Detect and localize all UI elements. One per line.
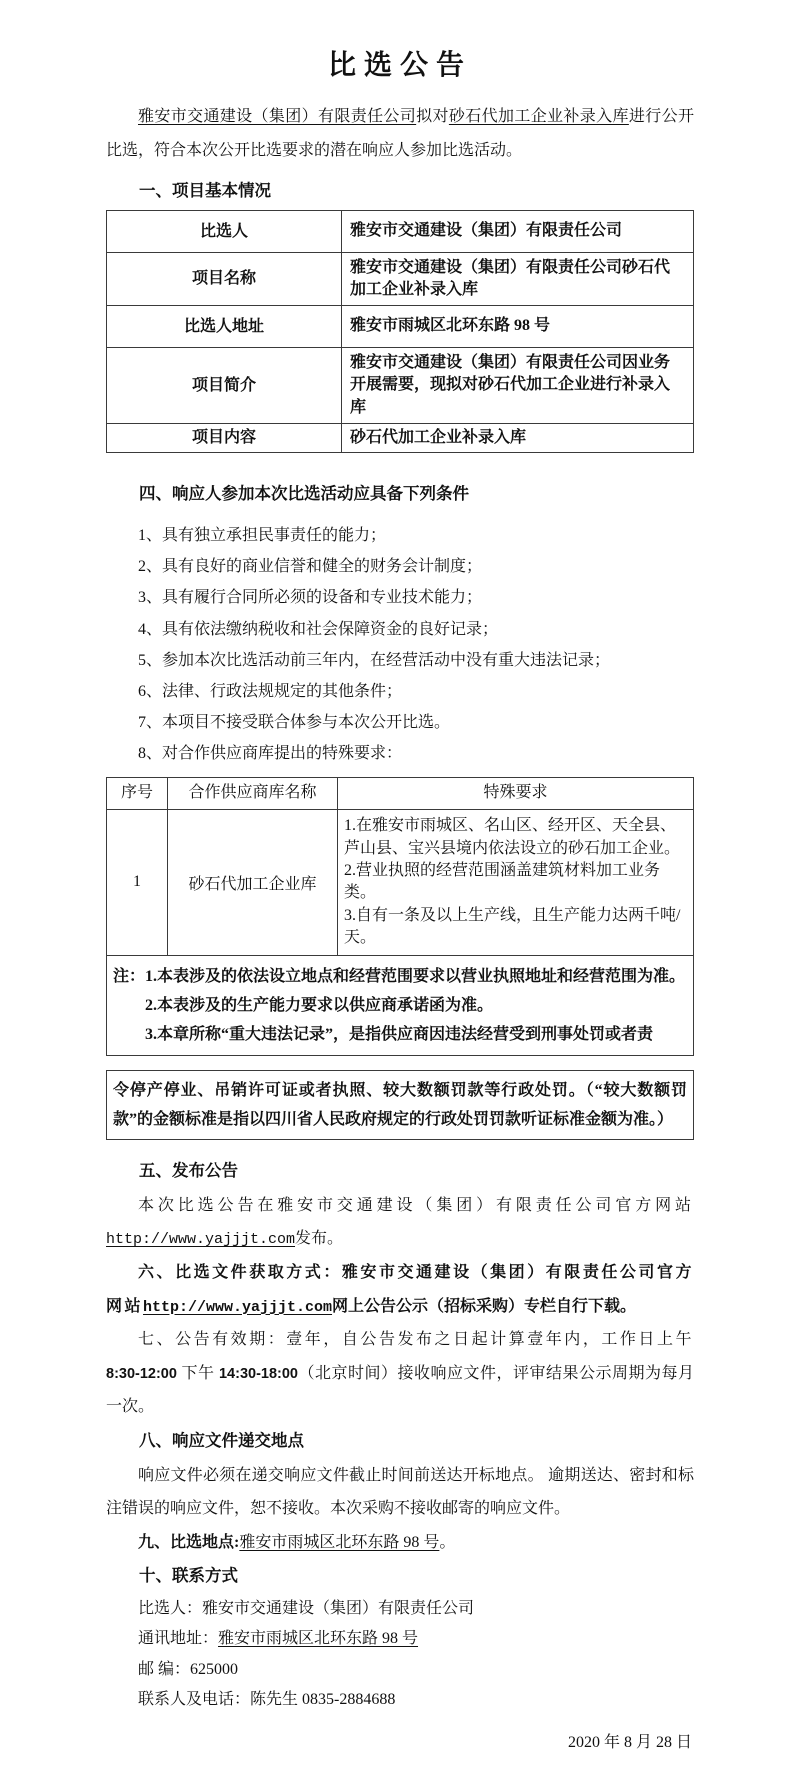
condition-item: 5、参加本次比选活动前三年内，在经营活动中没有重大违法记录； (138, 651, 611, 669)
section-heading-conditions: 四、响应人参加本次比选活动应具备下列条件 (139, 484, 469, 504)
row-value: 雅安市雨城区北环东路 98 号 (342, 306, 694, 347)
note-line: 注：1.本表涉及的依法设立地点和经营范围要求以营业执照地址和经营范围为准。 (113, 967, 686, 985)
condition-item: 7、本项目不接受联合体参与本次公开比选。 (138, 714, 451, 732)
contact-address-line (106, 1624, 694, 1654)
publish-text-after: 发布。 (295, 1230, 344, 1248)
header-cell-requirements: 特殊要求 (338, 778, 694, 810)
requirement-line: 3.自有一条及以上生产线，且生产能力达两千吨/天。 (344, 906, 681, 947)
row-value: 砂石代加工企业补录入库 (342, 423, 694, 452)
table-row (107, 423, 694, 452)
location-label: 九、比选地点: (138, 1533, 240, 1551)
condition-item: 4、具有依法缴纳税收和社会保障资金的良好记录； (138, 620, 499, 638)
row-label: 比选人地址 (107, 306, 342, 347)
table-row (107, 211, 694, 252)
document-page (106, 0, 694, 1758)
intro-company-name: 雅安市交通建设（集团）有限责任公司 (138, 108, 417, 126)
section-heading-delivery: 八、响应文件递交地点 (139, 1430, 304, 1450)
header-cell-no: 序号 (107, 778, 168, 810)
condition-item: 6、法律、行政法规规定的其他条件； (138, 682, 403, 700)
contact-zip-line: 邮 编：625000 (138, 1660, 239, 1678)
header-cell-name: 合作供应商库名称 (168, 778, 338, 810)
note-continuation-box: 令停产停业、吊销许可证或者执照、较大数额罚款等行政处罚。（“较大数额罚款”的金额标准是指以四川省人民政府规定的行政处罚罚款听证标准金额为准。） (106, 1070, 694, 1140)
contact-address-label: 通讯地址： (138, 1630, 219, 1648)
delivery-paragraph: 响应文件必须在递交响应文件截止时间前送达开标地点。 逾期送达、密封和标注错误的响应文件，恕不接收。本次采购不接收邮寄的响应文件。 (106, 1466, 694, 1518)
table-row (107, 810, 694, 955)
conditions-list (106, 520, 694, 770)
condition-item: 3、具有履行合同所必须的设备和专业技术能力； (138, 589, 483, 607)
contact-bixuanren-line: 比选人：雅安市交通建设（集团）有限责任公司 (138, 1600, 475, 1618)
row-value: 雅安市交通建设（集团）有限责任公司因业务开展需要，现拟对砂石代加工企业进行补录入库 (342, 347, 694, 423)
note-line: 3.本章所称“重大违法记录”，是指供应商因违法经营受到刑事处罚或者责 (145, 1025, 654, 1043)
basic-info-table (106, 210, 694, 453)
cell-library-name: 砂石代加工企业库 (168, 810, 338, 955)
row-label: 项目简介 (107, 347, 342, 423)
afternoon-hours: 14:30-18:00 (218, 1365, 298, 1382)
publish-text: 本次比选公告在雅安市交通建设（集团）有限责任公司官方网站 (138, 1196, 694, 1214)
validity-paragraph (106, 1323, 694, 1424)
announcement-date: 2020 年 8 月 28 日 (567, 1733, 692, 1751)
validity-mid-text: 下午 (181, 1364, 215, 1382)
obtain-text: 六、比选文件获取方式：雅安市交通建设（集团）有限责任公司官方网站 (106, 1264, 694, 1315)
contact-person-line: 联系人及电话：陈先生 0835-2884688 (138, 1691, 396, 1709)
cell-serial-no: 1 (107, 810, 168, 955)
condition-item: 2、具有良好的商业信誉和健全的财务会计制度； (138, 558, 483, 576)
intro-paragraph (106, 100, 694, 167)
section-heading-publish: 五、发布公告 (139, 1161, 238, 1181)
section-heading-contact: 十、联系方式 (139, 1566, 238, 1586)
intro-mid-text: 拟对 (416, 108, 449, 126)
section-heading-basic-info: 一、项目基本情况 (139, 180, 271, 200)
obtain-paragraph (106, 1256, 694, 1323)
row-label: 比选人 (107, 211, 342, 252)
requirement-line: 1.在雅安市雨城区、名山区、经开区、天全县、芦山县、宝兴县境内依法设立的砂石加工企业。 (344, 817, 681, 857)
morning-hours: 8:30-12:00 (106, 1365, 177, 1382)
intro-project-name: 砂石代加工企业补录入库 (448, 108, 629, 126)
row-label: 项目名称 (107, 252, 342, 306)
contact-address-value: 雅安市雨城区北环东路 98 号 (218, 1630, 419, 1648)
row-value: 雅安市交通建设（集团）有限责任公司砂石代加工企业补录入库 (342, 252, 694, 306)
website-link[interactable]: http://www.yajjjt.com (143, 1298, 333, 1316)
row-label: 项目内容 (107, 423, 342, 452)
intro-tail-text: 进行公开比选，符合本次公开比选要求的潜在响应人参加比选活动。 (106, 108, 694, 159)
website-link[interactable]: http://www.yajjjt.com (106, 1231, 296, 1249)
notes-cell (107, 955, 694, 1055)
obtain-text-after: 网上公告公示（招标采购）专栏自行下载。 (332, 1297, 637, 1315)
page-title: 比选公告 (327, 50, 472, 81)
note-line: 2.本表涉及的生产能力要求以供应商承诺函为准。 (145, 996, 494, 1014)
table-row (107, 306, 694, 347)
validity-text: 七、公告有效期：壹年，自公告发布之日起计算壹年内，工作日上午 (138, 1331, 694, 1349)
publish-paragraph (106, 1189, 694, 1256)
requirement-line: 2.营业执照的经营范围涵盖建筑材料加工业务类。 (344, 862, 661, 902)
table-row (107, 347, 694, 423)
table-row (107, 252, 694, 306)
location-line (106, 1526, 694, 1560)
table-notes-row (107, 955, 694, 1055)
table-header-row (107, 778, 694, 810)
supplier-requirements-table (106, 777, 694, 1055)
location-suffix: 。 (439, 1533, 456, 1551)
condition-item: 1、具有独立承担民事责任的能力； (138, 526, 387, 544)
condition-item: 8、对合作供应商库提出的特殊要求： (138, 745, 403, 763)
validity-text-after: （北京时间）接收响应文件，评审结果公示周期为每月一次。 (106, 1364, 695, 1416)
cell-special-requirements (338, 810, 694, 955)
location-address: 雅安市雨城区北环东路 98 号 (239, 1533, 440, 1551)
row-value: 雅安市交通建设（集团）有限责任公司 (342, 211, 694, 252)
